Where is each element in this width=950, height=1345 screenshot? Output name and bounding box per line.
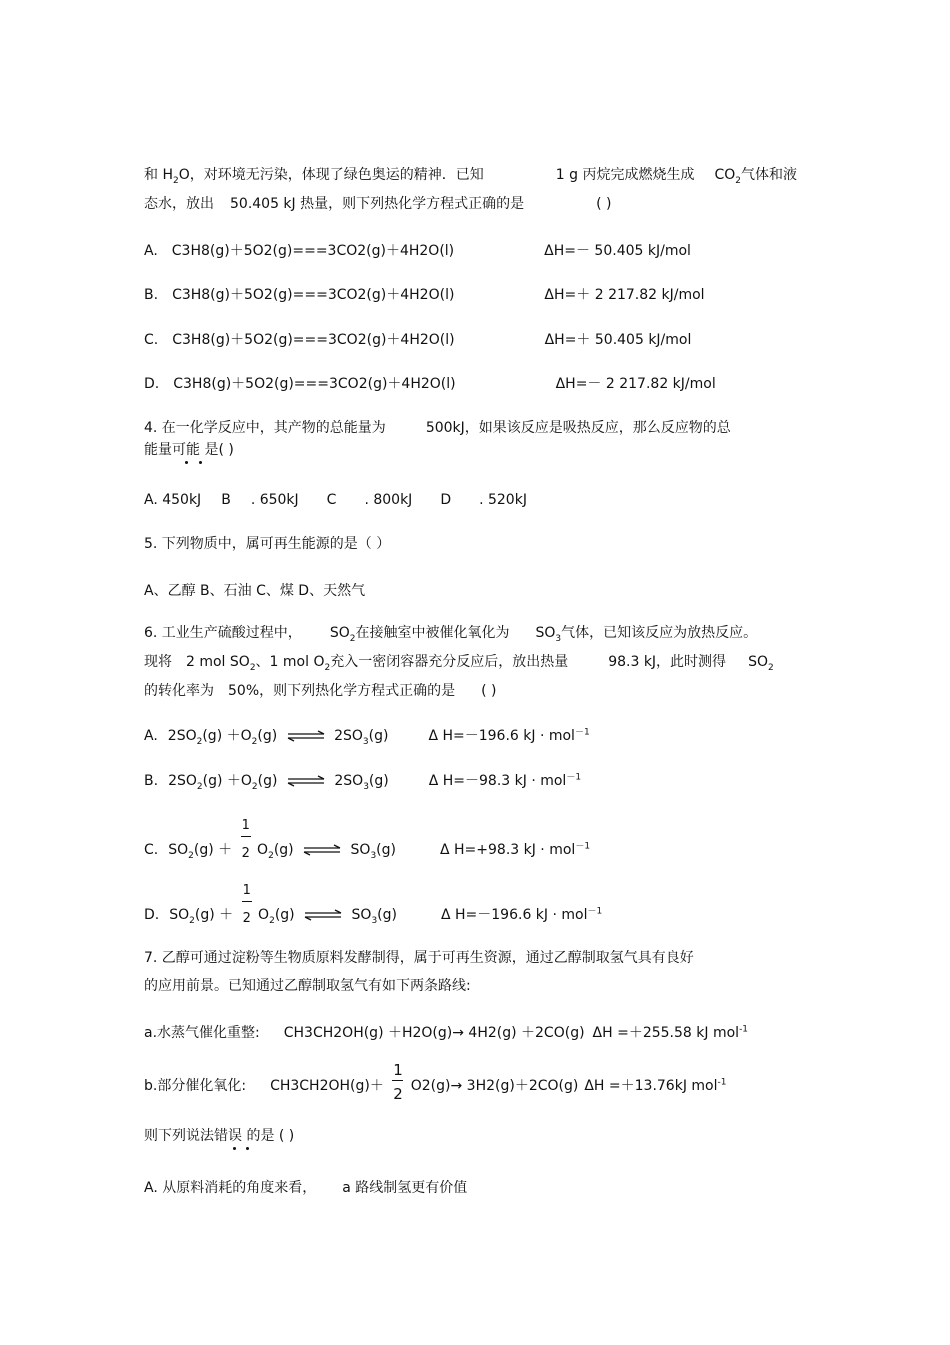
q7-stem-line-2: [144, 976, 471, 996]
superscript: －1: [587, 906, 603, 917]
equation: CH3CH2OH(g)＋: [270, 1078, 384, 1094]
q6-option-b: [144, 771, 581, 791]
fraction-denominator: 2: [242, 911, 251, 926]
intro-line-2: [144, 194, 612, 214]
formula: SO: [350, 842, 371, 858]
formula: 2SO: [334, 773, 364, 789]
formula: (g) ＋O: [202, 773, 252, 789]
superscript: -1: [739, 1024, 749, 1035]
enthalpy: ΔH=＋ 50.405 kJ/mol: [544, 332, 692, 348]
formula: (g): [368, 728, 389, 744]
text: O，对环境无污染，体现了绿色奥运的精神．已知: [178, 167, 484, 183]
q3-option-c: [144, 330, 691, 350]
text: 气体，已知该反应为放热反应。: [561, 625, 758, 641]
formula: (g): [368, 773, 389, 789]
q6-stem-line-2: [144, 652, 774, 672]
emphasis-dot: [246, 1147, 249, 1150]
enthalpy: ΔH =＋255.58 kJ mol: [592, 1025, 740, 1041]
enthalpy: Δ H=－196.6 kJ · mol: [440, 907, 588, 923]
equation: C3H8(g)＋5O2(g)===3CO2(g)＋4H2O(l): [172, 287, 455, 303]
superscript: -1: [717, 1077, 727, 1088]
subscript: 3: [370, 850, 377, 861]
subscript: 3: [555, 633, 562, 644]
text: ( ): [596, 196, 612, 212]
subscript: 3: [363, 781, 369, 792]
subscript: 2: [251, 736, 258, 747]
fraction: [241, 818, 253, 861]
fraction-numerator: 1: [393, 1061, 403, 1079]
enthalpy: Δ H=+98.3 kJ · mol: [439, 842, 576, 858]
text: A、乙醇 B、石油 C、煤 D、天然气: [144, 583, 366, 599]
intro-line-1: [144, 165, 797, 185]
text: A. 从原料消耗的角度来看，: [144, 1180, 317, 1196]
equation: C3H8(g)＋5O2(g)===3CO2(g)＋4H2O(l): [173, 376, 456, 392]
text: SO: [535, 625, 556, 641]
formula: SO: [169, 907, 190, 923]
equation: C3H8(g)＋5O2(g)===3CO2(g)＋4H2O(l): [171, 243, 455, 259]
option: . 520kJ: [479, 492, 527, 508]
q7-route-b: [144, 1061, 727, 1103]
formula: (g): [376, 842, 396, 858]
superscript: －1: [566, 772, 582, 783]
enthalpy: ΔH =＋13.76kJ mol: [584, 1078, 718, 1094]
q6-option-a: [144, 726, 590, 746]
q5-stem: [144, 534, 390, 554]
option: . 650kJ: [250, 492, 299, 508]
reversible-arrow-icon: [303, 909, 343, 921]
superscript: －1: [575, 841, 591, 852]
text: 气体和液: [740, 167, 797, 183]
text: CO: [714, 167, 736, 183]
formula: (g): [257, 728, 278, 744]
option-label: D.: [144, 907, 160, 923]
formula: (g): [257, 773, 278, 789]
equation: C3H8(g)＋5O2(g)===3CO2(g)＋4H2O(l): [172, 332, 455, 348]
option-label: A.: [144, 243, 158, 259]
formula: 2SO: [168, 773, 197, 789]
formula: O: [258, 907, 270, 923]
option-label: C.: [144, 332, 159, 348]
enthalpy: ΔH=－ 2 217.82 kJ/mol: [555, 376, 716, 392]
q7-route-a: [144, 1023, 748, 1043]
subscript: 2: [196, 781, 203, 792]
subscript: 2: [251, 781, 258, 792]
text: 能量可能 是( ): [144, 442, 234, 458]
fraction-bar: [241, 836, 251, 837]
text: 充入一密闭容器充分反应后，放出热量: [330, 654, 569, 670]
fraction-bar: [392, 1080, 403, 1081]
text: a 路线制氢更有价值: [342, 1180, 468, 1196]
equation: CH3CH2OH(g) ＋H2O(g)→ 4H2(g) ＋2CO(g): [283, 1025, 585, 1041]
text: 的应用前景。已知通过乙醇制取氢气有如下两条路线:: [144, 978, 471, 994]
subscript: 2: [735, 175, 741, 186]
subscript: 2: [324, 662, 331, 673]
text: 5. 下列物质中，属可再生能源的是（ ）: [144, 536, 391, 552]
q6-option-c: [144, 818, 591, 861]
option-label: A.: [144, 728, 158, 744]
subscript: 2: [349, 633, 356, 644]
q3-option-d: [144, 374, 716, 394]
fraction-denominator: 2: [241, 846, 250, 861]
subscript: 3: [371, 915, 378, 926]
enthalpy: Δ H=－196.6 kJ · mol: [428, 728, 575, 744]
option-label: D.: [144, 376, 160, 392]
text: 现将: [144, 654, 172, 670]
subscript: 2: [172, 175, 179, 186]
fraction-numerator: 1: [242, 883, 251, 898]
text: 1 g 丙烷完成燃烧生成: [555, 167, 695, 183]
option: A. 450kJ: [144, 492, 202, 508]
subscript: 2: [188, 850, 194, 861]
emphasis-dot: [185, 461, 188, 464]
enthalpy: ΔH=＋ 2 217.82 kJ/mol: [544, 287, 705, 303]
q5-options: [144, 581, 365, 601]
text: ( ): [481, 683, 497, 699]
fraction-bar: [242, 901, 252, 902]
subscript: 2: [189, 915, 195, 926]
option-label: C: [326, 492, 337, 508]
text: 和 H: [144, 167, 173, 183]
option-label: B: [221, 492, 231, 508]
text: 50%，则下列热化学方程式正确的是: [228, 683, 456, 699]
text: 7. 乙醇可通过淀粉等生物质原料发酵制得，属于可再生资源，通过乙醇制取氢气具有良好: [144, 950, 694, 966]
q7-question: [144, 1126, 294, 1146]
option-label: B.: [144, 773, 159, 789]
enthalpy: ΔH=－ 50.405 kJ/mol: [544, 243, 691, 259]
q7-option-a: [144, 1178, 467, 1198]
formula: (g): [273, 842, 294, 858]
reversible-arrow-icon: [302, 844, 342, 856]
emphasis-dot: [233, 1147, 236, 1150]
option-label: B.: [144, 287, 159, 303]
subscript: 2: [268, 850, 274, 861]
q6-stem-line-3: [144, 681, 497, 701]
formula: (g) ＋: [193, 842, 233, 858]
subscript: 2: [269, 915, 275, 926]
text: 在接触室中被催化氧化为: [355, 625, 510, 641]
text: SO: [329, 625, 350, 641]
q6-option-d: [144, 883, 603, 926]
q4-stem-line-2: [144, 440, 234, 460]
formula: 2SO: [167, 728, 197, 744]
formula: 2SO: [334, 728, 363, 744]
fraction: [242, 883, 254, 926]
q4-options: [144, 490, 527, 510]
fraction: [392, 1061, 404, 1103]
q4-stem-line-1: [144, 418, 731, 438]
formula: (g): [274, 907, 295, 923]
text: SO: [748, 654, 768, 670]
text: 4. 在一化学反应中，其产物的总能量为: [144, 420, 386, 436]
equation: O2(g)→ 3H2(g)＋2CO(g): [410, 1078, 579, 1094]
formula: (g): [377, 907, 397, 923]
text: 50.405 kJ 热量，则下列热化学方程式正确的是: [230, 196, 525, 212]
formula: (g) ＋: [194, 907, 234, 923]
formula: SO: [168, 842, 189, 858]
subscript: 2: [767, 662, 774, 673]
emphasis-dot: [199, 461, 202, 464]
reversible-arrow-icon: [286, 775, 326, 787]
fraction-denominator: 2: [393, 1085, 403, 1103]
text: 、1 mol O: [255, 654, 325, 670]
text: 98.3 kJ，此时测得: [608, 654, 727, 670]
q3-option-b: [144, 285, 705, 305]
option-label: D: [440, 492, 452, 508]
subscript: 2: [249, 662, 256, 673]
route-label: b.部分催化氧化:: [144, 1078, 247, 1094]
q6-stem-line-1: [144, 623, 757, 643]
superscript: －1: [574, 727, 590, 738]
subscript: 2: [196, 736, 203, 747]
enthalpy: Δ H=－98.3 kJ · mol: [428, 773, 567, 789]
subscript: 3: [362, 736, 369, 747]
text: 6. 工业生产硫酸过程中，: [144, 625, 302, 641]
text: 则下列说法错误 的是 ( ): [144, 1128, 295, 1144]
formula: O: [257, 842, 269, 858]
text: 的转化率为: [144, 683, 214, 699]
formula: (g) ＋O: [202, 728, 252, 744]
text: 500kJ，如果该反应是吸热反应，那么反应物的总: [425, 420, 731, 436]
text: 2 mol SO: [186, 654, 250, 670]
q7-stem-line-1: [144, 948, 694, 968]
q3-option-a: [144, 241, 691, 261]
option: . 800kJ: [364, 492, 413, 508]
reversible-arrow-icon: [286, 730, 326, 742]
option-label: C.: [144, 842, 159, 858]
fraction-numerator: 1: [241, 818, 250, 833]
formula: SO: [351, 907, 372, 923]
route-label: a.水蒸气催化重整:: [144, 1025, 260, 1041]
text: 态水，放出: [144, 196, 214, 212]
